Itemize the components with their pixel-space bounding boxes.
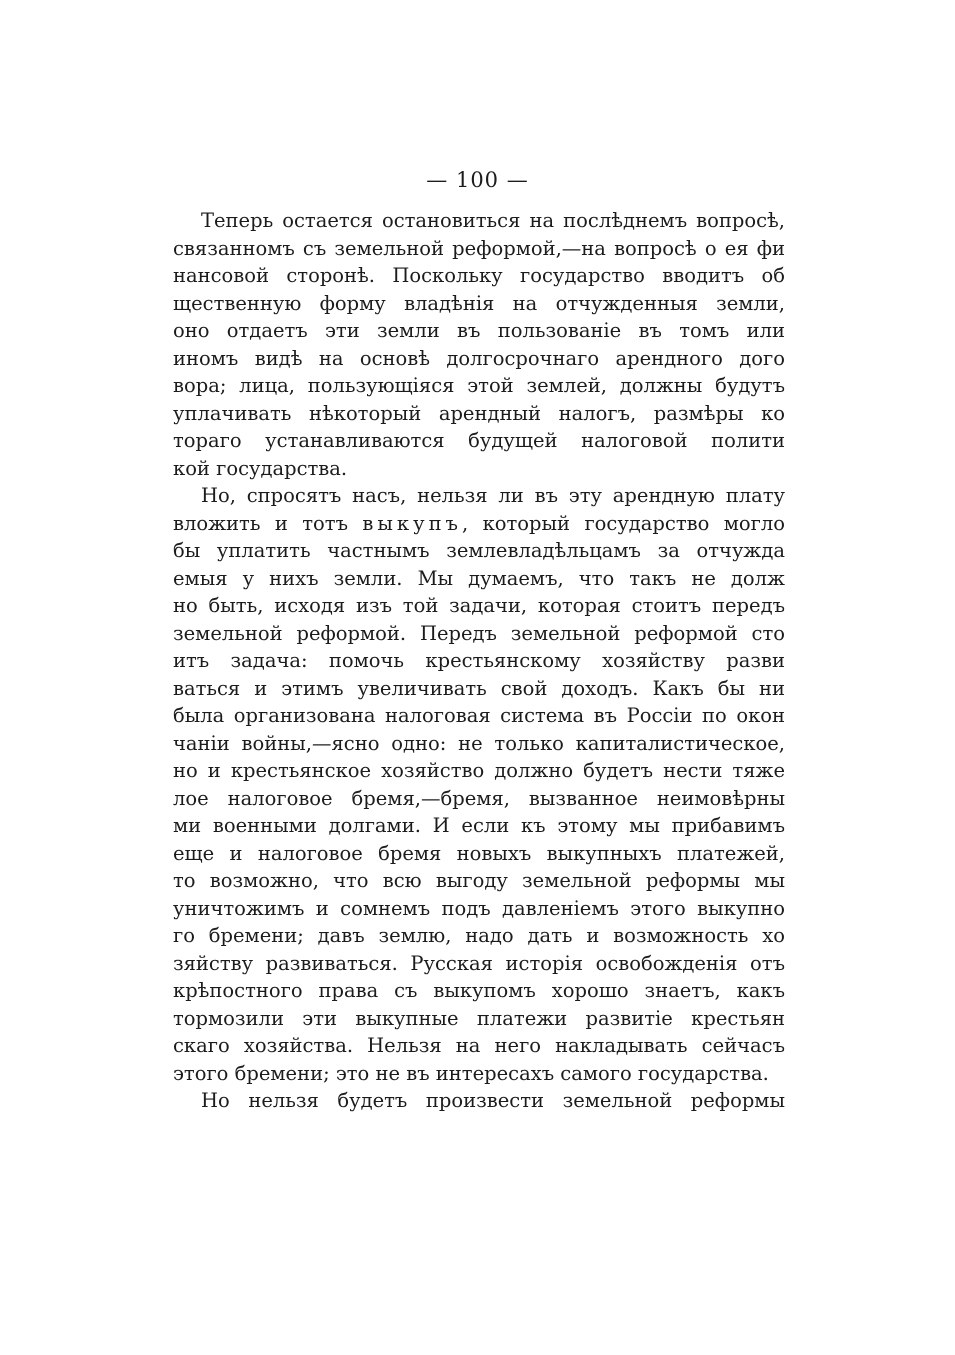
text-line: Но нельзя будетъ произвести земельной реформы xyxy=(201,1089,785,1112)
text-line: Теперь остается остановиться на послѣднемъ вопросѣ, xyxy=(201,209,785,232)
text-line: итъ задача: помочь крестьянскому хозяйству разви xyxy=(173,649,785,672)
body-text xyxy=(173,207,785,1115)
text-line: еще и налоговое бремя новыхъ выкупныхъ платежей, xyxy=(173,841,785,865)
text-line: крѣпостного права съ выкупомъ хорошо знаетъ, какъ xyxy=(173,979,785,1002)
text-line: ми военными долгами. И если къ этому мы прибавимъ xyxy=(173,814,785,837)
text-line: тормозили эти выкупные платежи развитіе крестьян xyxy=(173,1006,785,1030)
text-line: лое налоговое бремя,—бремя, вызванное неимовѣрны xyxy=(173,786,785,810)
text-line: оно отдаетъ эти земли въ пользованіе въ томъ или xyxy=(173,319,785,342)
text-line: Но, спросятъ насъ, нельзя ли въ эту арендную плату xyxy=(201,484,785,507)
text-line: емыя у нихъ земли. Мы думаемъ, что такъ не долж xyxy=(173,566,785,590)
text-line: но быть, исходя изъ той задачи, которая стоитъ передъ xyxy=(173,594,785,617)
text-line: вора; лица, пользующіяся этой землей, должны будутъ xyxy=(173,374,785,397)
text-line: земельной реформой. Передъ земельной реформой сто xyxy=(173,621,785,645)
text-line: была организована налоговая система въ Россіи по окон xyxy=(173,704,785,727)
text-line: этого бремени; это не въ интересахъ самого государства. xyxy=(173,1061,769,1085)
text-line: уничтожимъ и сомнемъ подъ давленіемъ этого выкупно xyxy=(173,896,785,920)
text-line: иномъ видѣ на основѣ долгосрочнаго арендного дого xyxy=(173,346,785,370)
text-line: тораго устанавливаются будущей налоговой полити xyxy=(173,429,785,452)
text-line: но и крестьянское хозяйство должно будетъ нести тяже xyxy=(173,759,785,782)
page-number: — 100 — xyxy=(426,168,529,192)
text-line: связанномъ съ земельной реформой,—на вопросѣ о ея фи xyxy=(173,236,785,260)
text-line: уплачивать нѣкоторый арендный налогъ, размѣры ко xyxy=(173,401,785,425)
text-line: щественную форму владѣнія на отчужденныя земли, xyxy=(173,291,785,315)
text-line: скаго хозяйства. Нельзя на него накладывать сейчасъ xyxy=(173,1034,785,1057)
text-line: кой государства. xyxy=(173,456,348,480)
text-line: чаніи войны,—ясно одно: не только капиталистическое, xyxy=(173,731,785,755)
text-line: то возможно, что всю выгоду земельной реформы мы xyxy=(173,869,785,892)
text-line: зяйству развиваться. Русская исторія освобожденія отъ xyxy=(173,951,785,975)
text-line: бы уплатить частнымъ землевладѣльцамъ за отчужда xyxy=(173,539,785,562)
emphasized-word: выкупъ xyxy=(362,511,462,535)
text-line: вложить и тотъ выкупъ, который государство могло xyxy=(173,511,785,535)
text-line: го бремени; давъ землю, надо дать и возможность хо xyxy=(173,924,785,947)
text-line: нансовой сторонѣ. Поскольку государство вводитъ об xyxy=(173,264,785,287)
text-line: ваться и этимъ увеличивать свой доходъ. Какъ бы ни xyxy=(173,676,785,700)
